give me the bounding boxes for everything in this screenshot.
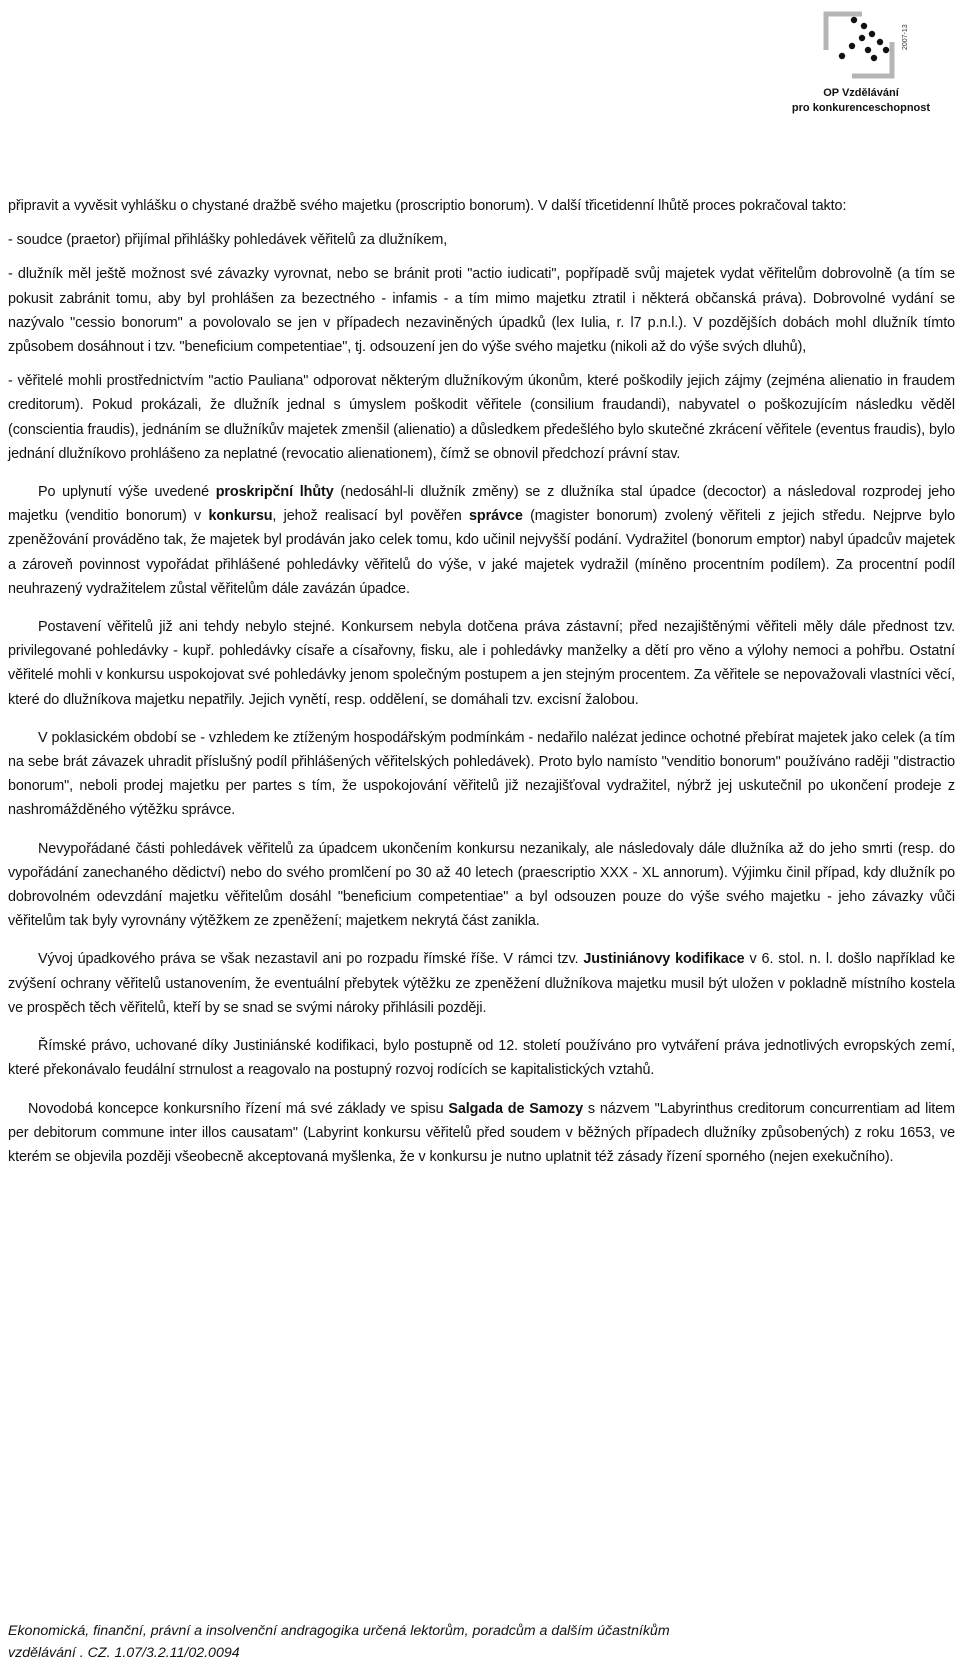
- term-proskripcni-lhuta: proskripční lhůty: [215, 484, 334, 501]
- paragraph-nevyporadane-casti: Nevypořádané části pohledávek věřitelů za úpadcem ukončením konkursu nezanikaly, ale následovaly dále dlužníka až do jeho smrti (resp. do vypořádání zanechaného dědictví) nebo do svého promlčení po 30 až 40 letech (praescriptio XXX - XL annorum). Výjimku činil případ, kdy dlužník po dobrovolném odevzdání majetku věřitelům dosáhl "beneficium competentiae" a byl odsouzen pouze do výše svého majetku - jeho závazky vůči věřitelům tak byly vyrovnány výtěžkem ze zpeněžení; majetkem nekrytá část zanikla.: [8, 840, 955, 930]
- logo-line-1: OP Vzdělávání: [823, 87, 899, 99]
- term-justinianovy-kodifikace: Justiniánovy kodifikace: [583, 951, 745, 968]
- paragraph-justinian: Vývoj úpadkového práva se však nezastavil ani po rozpadu římské říše. V rámci tzv. Justiniánovy kodifikace v 6. stol. n. l. došlo například ke zvýšení ochrany věřitelů ustanovením, že eventuální přebytek výtěžku ze zpeněžení dlužníkova majetku musil být uložen v pokladně místního kostela ve prospěch těch věřitelů, kteří by se snad se svými nároky přihlásili později.: [8, 951, 955, 1016]
- term-salgado-de-samoza: Salgada de Samozy: [448, 1100, 584, 1117]
- paragraph-novodoba-koncepce: Novodobá koncepce konkursního řízení má své základy ve spisu Salgada de Samozy s názvem "Labyrinthus creditorum concurrentiam ad litem per debitorum commune inter illos causatam" (Labyrint konkursu věřitelů před soudem v běžných případech dlužníky způsobených) z roku 1653, ve kterém se objevila později všeobecně akceptovaná myšlenka, že v konkursu je nutno uplatnit též zásady řízení sporného (nejen exekučního).: [8, 1100, 955, 1165]
- document-body: [8, 194, 955, 1169]
- logo-mark-icon: [822, 10, 902, 82]
- term-konkurs: konkursu: [208, 508, 273, 525]
- op-vzdelavani-logo: [776, 10, 946, 120]
- logo-line-2: pro konkurenceschopnost: [791, 102, 931, 114]
- paragraph-poklasicke-obdobi: V poklasickém období se - vzhledem ke ztíženým hospodářským podmínkám - nedařilo nalézat jedince ochotné přebírat majetek jako celek (a tím na sebe brát závazek uhradit příslušný podíl přihlášených věřitelských pohledávek). Proto bylo namísto "venditio bonorum" používáno raději "distractio bonorum", neboli prodej majetku per partes s tím, že uspokojování věřitelů již nezajišťoval vydražitel, nýbrž jej uskutečnil po ukončení prodeje z nashromážděného výtěžku správce.: [8, 729, 955, 819]
- footer-line-2: vzdělávání . CZ. 1.07/3.2.11/02.0094: [8, 1645, 240, 1661]
- paragraph-proscriptio: připravit a vyvěsit vyhlášku o chystané dražbě svého majetku (proscriptio bonorum). V další třicetidenní lhůtě proces pokračoval takto:: [8, 198, 847, 214]
- footer-line-1: Ekonomická, finanční, právní a insolvenční andragogika určená lektorům, poradcům a dalším účastníkům: [8, 1623, 670, 1639]
- logo-years: 2007-13: [902, 24, 909, 50]
- paragraph-postaveni-veritelu: Postavení věřitelů již ani tehdy nebylo stejné. Konkursem nebyla dotčena práva zástavní; před nezajištěnými věřiteli měly dále přednost tzv. privilegované pohledávky - kupř. pohledávky císaře a císařovny, fisku, ale i pohledávky manželky a dětí pro věno a výlohy nemoci a pohřbu. Ostatní věřitelé mohli v konkursu uspokojovat své pohledávky jenom společným postupem a jen stejným procentem. Za věřitele se nepovažovali vlastníci věcí, které do dlužníkova majetku nepatřily. Jejich vynětí, resp. oddělení, se domáhali tzv. excisní žalobou.: [8, 619, 955, 708]
- list-item-dluznik: - dlužník měl ještě možnost své závazky vyrovnat, nebo se bránit proti "actio iudicati", popřípadě svůj majetek vydat věřitelům dobrovolně (a tím se pokusit zabránit tomu, aby byl prohlášen za bezectného - infamis - a tím mimo majetku ztratil i některá občanská práva). Dobrovolné vydání se nazývalo "cessio bonorum" a povolovalo se jen v případech nezaviněných úpadků (lex Iulia, r. l7 p.n.l.). V pozdějších dobách mohl dlužník tímto způsobem dosáhnout i tzv. "beneficium competentiae", tj. odsouzení jen do výše svého majetku (nikoli až do výše svých dluhů),: [8, 266, 955, 356]
- list-item-praetor: - soudce (praetor) přijímal přihlášky pohledávek věřitelů za dlužníkem,: [8, 232, 448, 249]
- paragraph-konkurs: Po uplynutí výše uvedené proskripční lhůty (nedosáhl-li dlužník změny) se z dlužníka stal úpadce (decoctor) a následoval rozprodej jeho majetku (venditio bonorum) v konkursu, jehož realisací byl pověřen správce (magister bonorum) zvolený věřiteli z jejich středu. Nejprve bylo zpeněžování prováděno tak, že majetek byl prodáván jako celek tomu, kdo učinil nejvyšší podání. Vydražitel (bonorum emptor) nabyl úpadcův majetek a zároveň povinnost vypořádat přihlášené pohledávky věřitelů do výše, v jaké majetek vydražil (míněno procentním podílem). Za procentní podíl neuhrazený vydražitelem zůstal věřitelům dále zavázán úpadce.: [8, 484, 955, 597]
- list-item-veritele: - věřitelé mohli prostřednictvím "actio Pauliana" odporovat některým dlužníkovým úkonům, které poškodily jejich zájmy (zejména alienatio in fraudem creditorum). Pokud prokázali, že dlužník jednal s úmyslem poškodit věřitele (consilium fraudandi), nabyvatel o poškozujícím následku věděl (conscientia fraudis), jednáním se dlužníkův majetek zmenšil (alienatio) a důsledkem předešlého bylo skutečné zkrácení věřitele (eventus fraudis), bylo jednání dlužníkovo prohlášeno za neplatné (revocatio alienationem), čímž se obnovil předchozí právní stav.: [8, 373, 955, 462]
- term-spravce: správce: [469, 508, 523, 525]
- page-footer: [8, 1620, 948, 1664]
- paragraph-rimske-pravo: Římské právo, uchované díky Justiniánské kodifikaci, bylo postupně od 12. století používáno pro vytváření práva jednotlivých evropských zemí, které překonávalo feudální strnulost a reagovalo na postupný rozvoj rodících se kapitalistických vztahů.: [8, 1038, 955, 1079]
